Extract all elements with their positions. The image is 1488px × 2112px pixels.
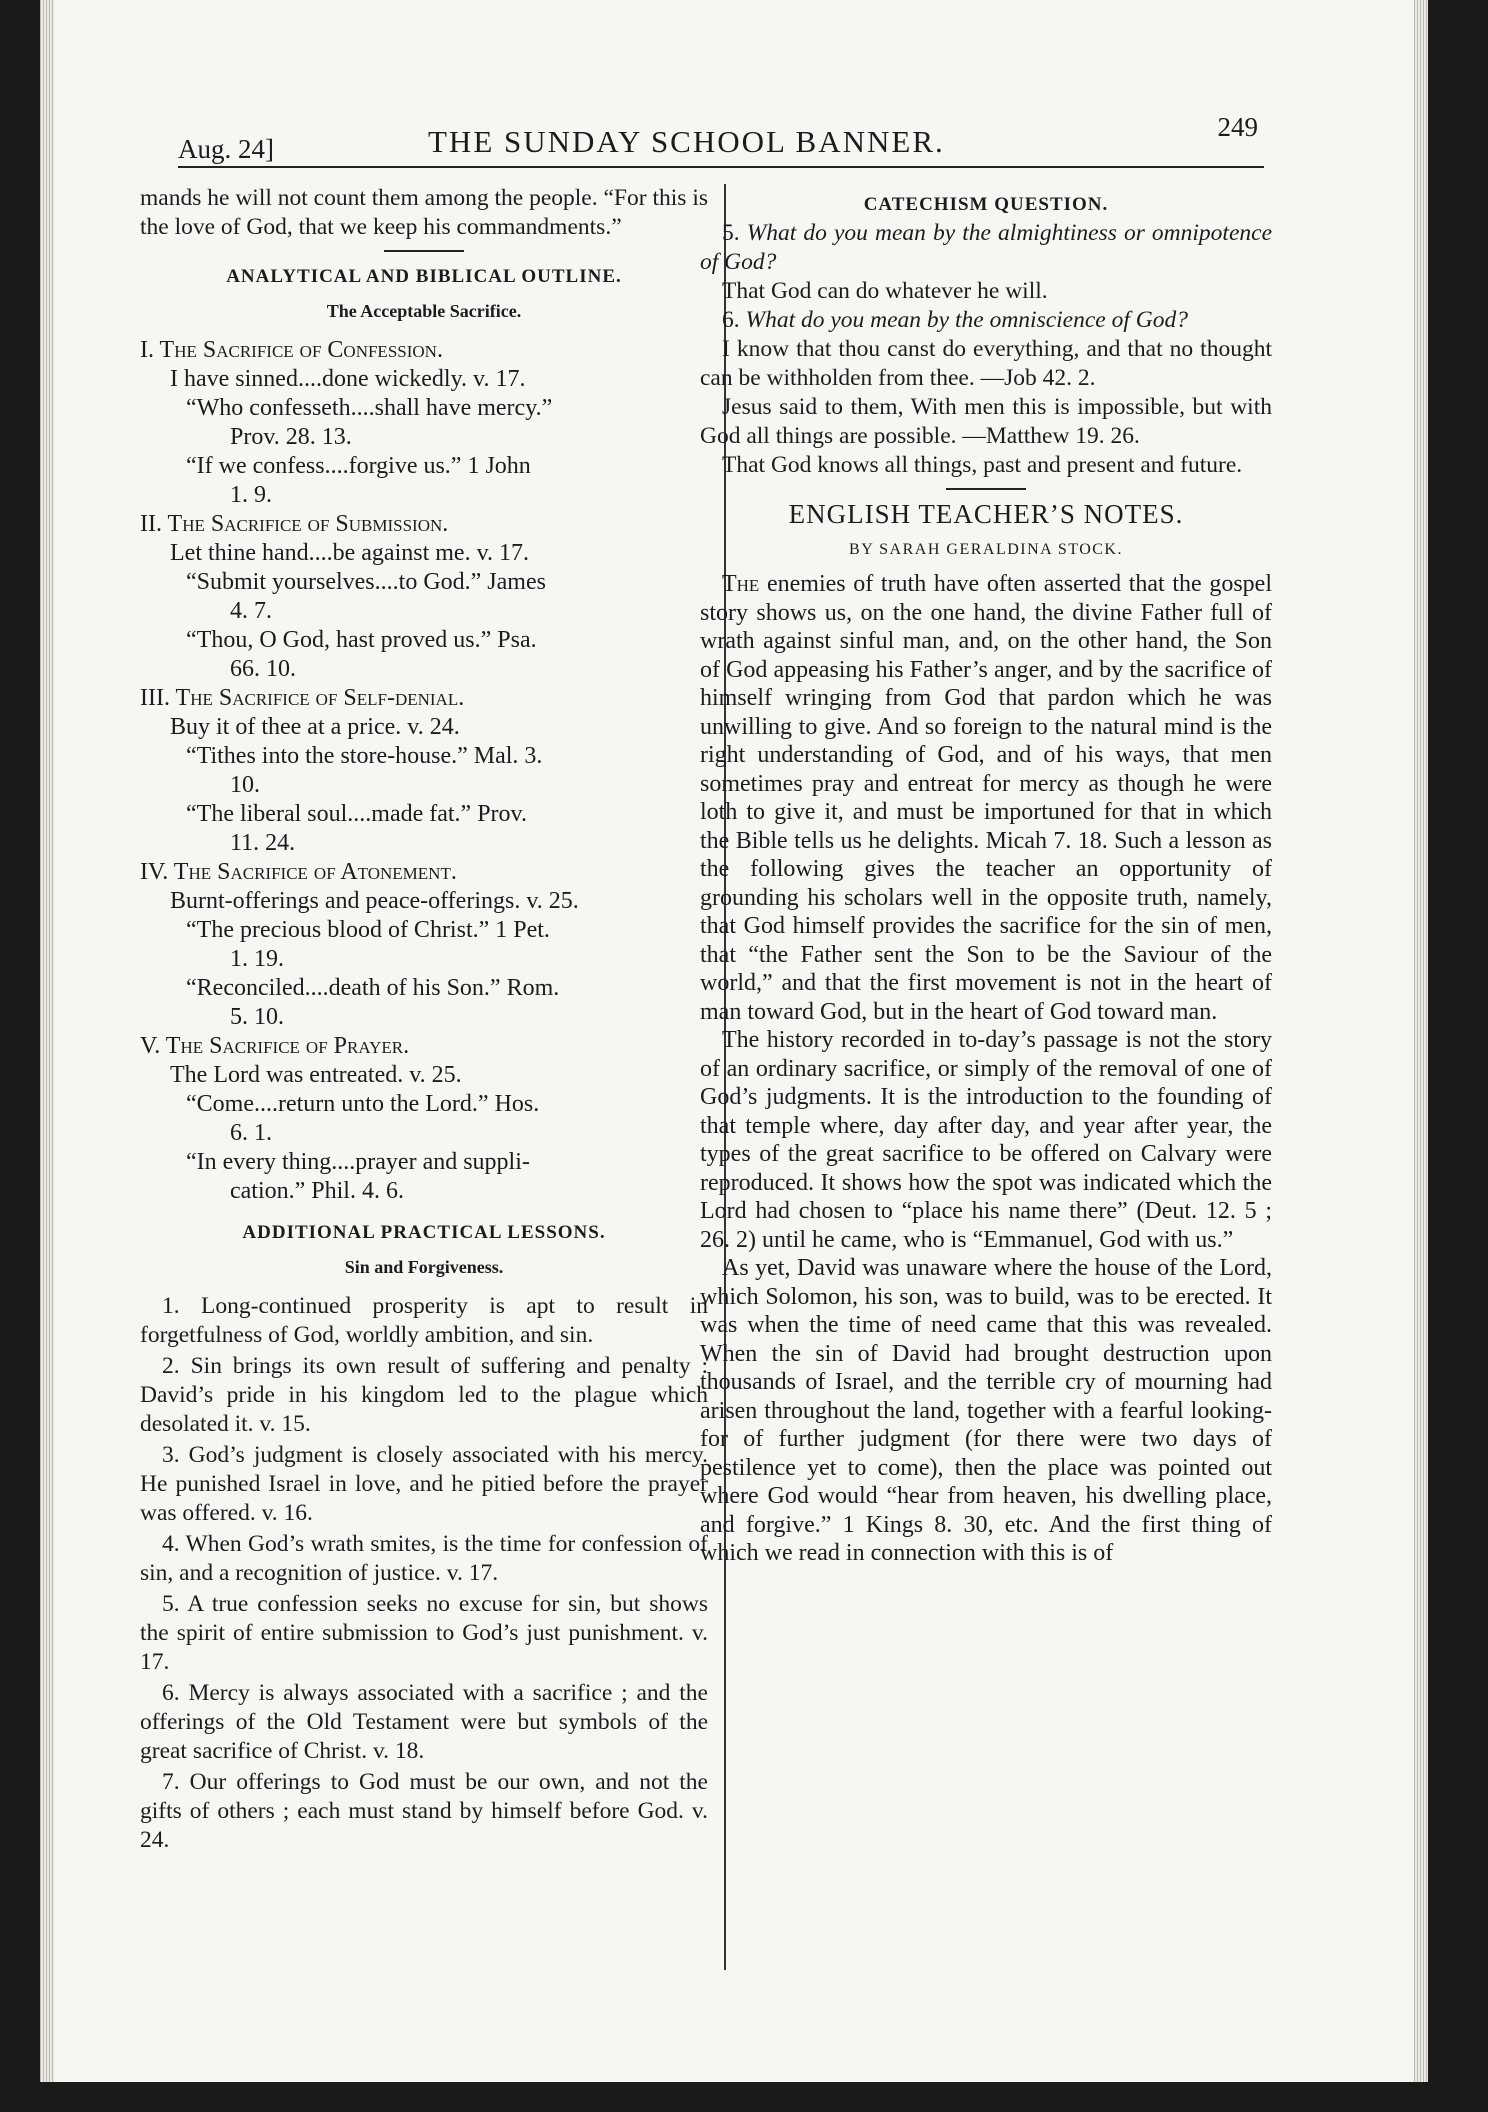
section-divider: [384, 250, 464, 252]
catechism-a6-2: Jesus said to them, With men this is impossible, but with God all things are possible. —Matthew 19. 26.: [700, 394, 1272, 449]
outline-heading-5: V. The Sacrifice of Prayer.: [140, 1033, 410, 1059]
outline: [140, 336, 708, 1206]
page-number: 249: [1217, 112, 1258, 142]
outline-quote-4b: “Reconciled....death of his Son.” Rom.: [186, 975, 560, 1001]
outline-ref-3b: 11. 24.: [230, 830, 296, 856]
catechism-a5: That God can do whatever he will.: [722, 278, 1048, 304]
q5-number: 5.: [722, 220, 740, 246]
notes-paragraph-3: As yet, David was unaware where the house of the Lord, which Solomon, his son, was to build, was to be erected. It was when the time of need came that this was revealed. When the sin of David had brought destruction upon thousands of Israel, and the terrible cry of mourning had arisen throughout the land, together with a fearful looking-for of further judgment (for there were two days of pestilence yet to come), then the place was pointed out where God would “hear from heaven, his dwelling place, and forgive.” 1 Kings 8. 30, etc. And the first thing of which we read in connection with this is of: [700, 1255, 1272, 1566]
catechism-q5: [700, 219, 1272, 277]
page: [40, 0, 1428, 2082]
lesson-3: 3. God’s judgment is closely associated with his mercy. He punished Israel in love, and he pitied before the prayer was offered. v. 16.: [140, 1442, 708, 1526]
lessons-subheading: Sin and Forgiveness.: [344, 1257, 504, 1277]
catechism-q6: [700, 306, 1272, 335]
outline-quote-3b: “The liberal soul....made fat.” Prov.: [186, 801, 527, 827]
lessons-list: [140, 1292, 708, 1855]
left-column: [140, 184, 708, 1855]
header-rule: [178, 166, 1264, 168]
outline-quote-1b: “If we confess....forgive us.” 1 John: [186, 453, 531, 479]
notes-paragraph-1: [700, 570, 1272, 1026]
outline-ref-5b: cation.” Phil. 4. 6.: [230, 1178, 404, 1204]
outline-quote-2a: “Submit yourselves....to God.” James: [186, 569, 546, 595]
lesson-7: 7. Our offerings to God must be our own, and not the gifts of others ; each must stand by himself before God. v. 24.: [140, 1769, 708, 1853]
right-column: [700, 184, 1272, 1568]
page-edge-right: [1414, 0, 1428, 2082]
notes-paragraph-1-text: enemies of truth have often asserted that the gospel story shows us, on the one hand, the divine Father full of wrath against sinful man, and, on the other hand, the Son of God appeasing his Father’s anger, and by the sacrifice of himself wringing from God that pardon which he was unwilling to give. And so foreign to the natural mind is the right understanding of God, and of his ways, that men sometimes pray and entreat for mercy as though he were loth to give it, and must be importuned for that in which the Bible tells us he delights. Micah 7. 18. Such a lesson as the following gives the teacher an opportunity of grounding his scholars well in the opposite truth, namely, that God himself provides the sacrifice for the sin of men, that “the Father sent the Son to be the Saviour of the world,” and that the first movement is not in the heart of man toward God, but in the heart of God toward man.: [700, 571, 1272, 1025]
outline-quote-4a: “The precious blood of Christ.” 1 Pet.: [186, 917, 550, 943]
outline-quote-2b: “Thou, O God, hast proved us.” Psa.: [186, 627, 537, 653]
lesson-5: 5. A true confession seeks no excuse for sin, but shows the spirit of entire submission to God’s just punishment. v. 17.: [140, 1591, 708, 1675]
outline-heading-2: II. The Sacrifice of Submission.: [140, 511, 449, 537]
outline-ref-3a: 10.: [230, 772, 260, 798]
header-date: Aug. 24]: [178, 134, 274, 164]
outline-heading-4: IV. The Sacrifice of Atonement.: [140, 859, 457, 885]
page-edge-left: [40, 0, 54, 2082]
outline-quote-5b: “In every thing....prayer and suppli-: [186, 1149, 530, 1175]
outline-text-3: Buy it of thee at a price. v. 24.: [170, 714, 460, 740]
intro-paragraph: mands he will not count them among the people. “For this is the love of God, that we keep his commandments.”: [140, 185, 708, 240]
q6-number: 6.: [722, 307, 740, 333]
teacher-notes: [700, 570, 1272, 1568]
lesson-6: 6. Mercy is always associated with a sacrifice ; and the offerings of the Old Testament were but symbols of the great sacrifice of Christ. v. 18.: [140, 1680, 708, 1764]
lesson-4: 4. When God’s wrath smites, is the time for confession of sin, and a recognition of justice. v. 17.: [140, 1531, 708, 1586]
header-title: THE SUNDAY SCHOOL BANNER.: [428, 124, 945, 159]
lesson-2: 2. Sin brings its own result of suffering and penalty : David’s pride in his kingdom led to the plague which desolated it. v. 15.: [140, 1353, 708, 1437]
q6-text: What do you mean by the omniscience of God?: [745, 307, 1188, 333]
outline-subheading: The Acceptable Sacrifice.: [326, 301, 522, 321]
notes-first-word: The: [722, 571, 760, 597]
outline-ref-1a: Prov. 28. 13.: [230, 424, 352, 450]
outline-text-5: The Lord was entreated. v. 25.: [170, 1062, 462, 1088]
outline-quote-3a: “Tithes into the store-house.” Mal. 3.: [186, 743, 543, 769]
catechism-a6-3: That God knows all things, past and present and future.: [722, 452, 1243, 478]
lesson-1: 1. Long-continued prosperity is apt to result in forgetfulness of God, worldly ambition, and sin.: [140, 1293, 708, 1348]
catechism-heading: CATECHISM QUESTION.: [863, 194, 1109, 215]
running-header: [178, 104, 1264, 164]
outline-ref-2a: 4. 7.: [230, 598, 272, 624]
outline-heading: ANALYTICAL AND BIBLICAL OUTLINE.: [226, 266, 622, 287]
outline-ref-1b: 1. 9.: [230, 482, 272, 508]
lessons-heading: ADDITIONAL PRACTICAL LESSONS.: [242, 1222, 606, 1243]
outline-ref-5a: 6. 1.: [230, 1120, 272, 1146]
outline-heading-1: I. The Sacrifice of Confession.: [140, 337, 443, 363]
outline-text-1: I have sinned....done wickedly. v. 17.: [170, 366, 526, 392]
outline-ref-4a: 1. 19.: [230, 946, 284, 972]
outline-heading-3: III. The Sacrifice of Self-denial.: [140, 685, 465, 711]
catechism-a6-1: I know that thou canst do everything, and that no thought can be withholden from thee. —Job 42. 2.: [700, 336, 1272, 391]
notes-byline: BY SARAH GERALDINA STOCK.: [849, 541, 1123, 558]
outline-text-2: Let thine hand....be against me. v. 17.: [170, 540, 530, 566]
notes-heading: ENGLISH TEACHER’S NOTES.: [788, 499, 1184, 529]
outline-text-4: Burnt-offerings and peace-offerings. v. 25.: [170, 888, 579, 914]
section-divider-right: [946, 488, 1026, 490]
outline-ref-4b: 5. 10.: [230, 1004, 284, 1030]
notes-paragraph-2: The history recorded in to-day’s passage is not the story of an ordinary sacrifice, or simply of the removal of one of God’s judgments. It is the introduction to the founding of that temple where, day after day, and year after year, the types of the great sacrifice to be offered on Calvary were reproduced. It shows how the spot was indicated which the Lord had chosen to “place his name there” (Deut. 12. 5 ; 26. 2) until he came, who is “Emmanuel, God with us.”: [700, 1027, 1272, 1253]
outline-ref-2b: 66. 10.: [230, 656, 296, 682]
outline-quote-1a: “Who confesseth....shall have mercy.”: [186, 395, 553, 421]
outline-quote-5a: “Come....return unto the Lord.” Hos.: [186, 1091, 540, 1117]
q5-text: What do you mean by the almightiness or omnipotence of God?: [700, 220, 1272, 275]
